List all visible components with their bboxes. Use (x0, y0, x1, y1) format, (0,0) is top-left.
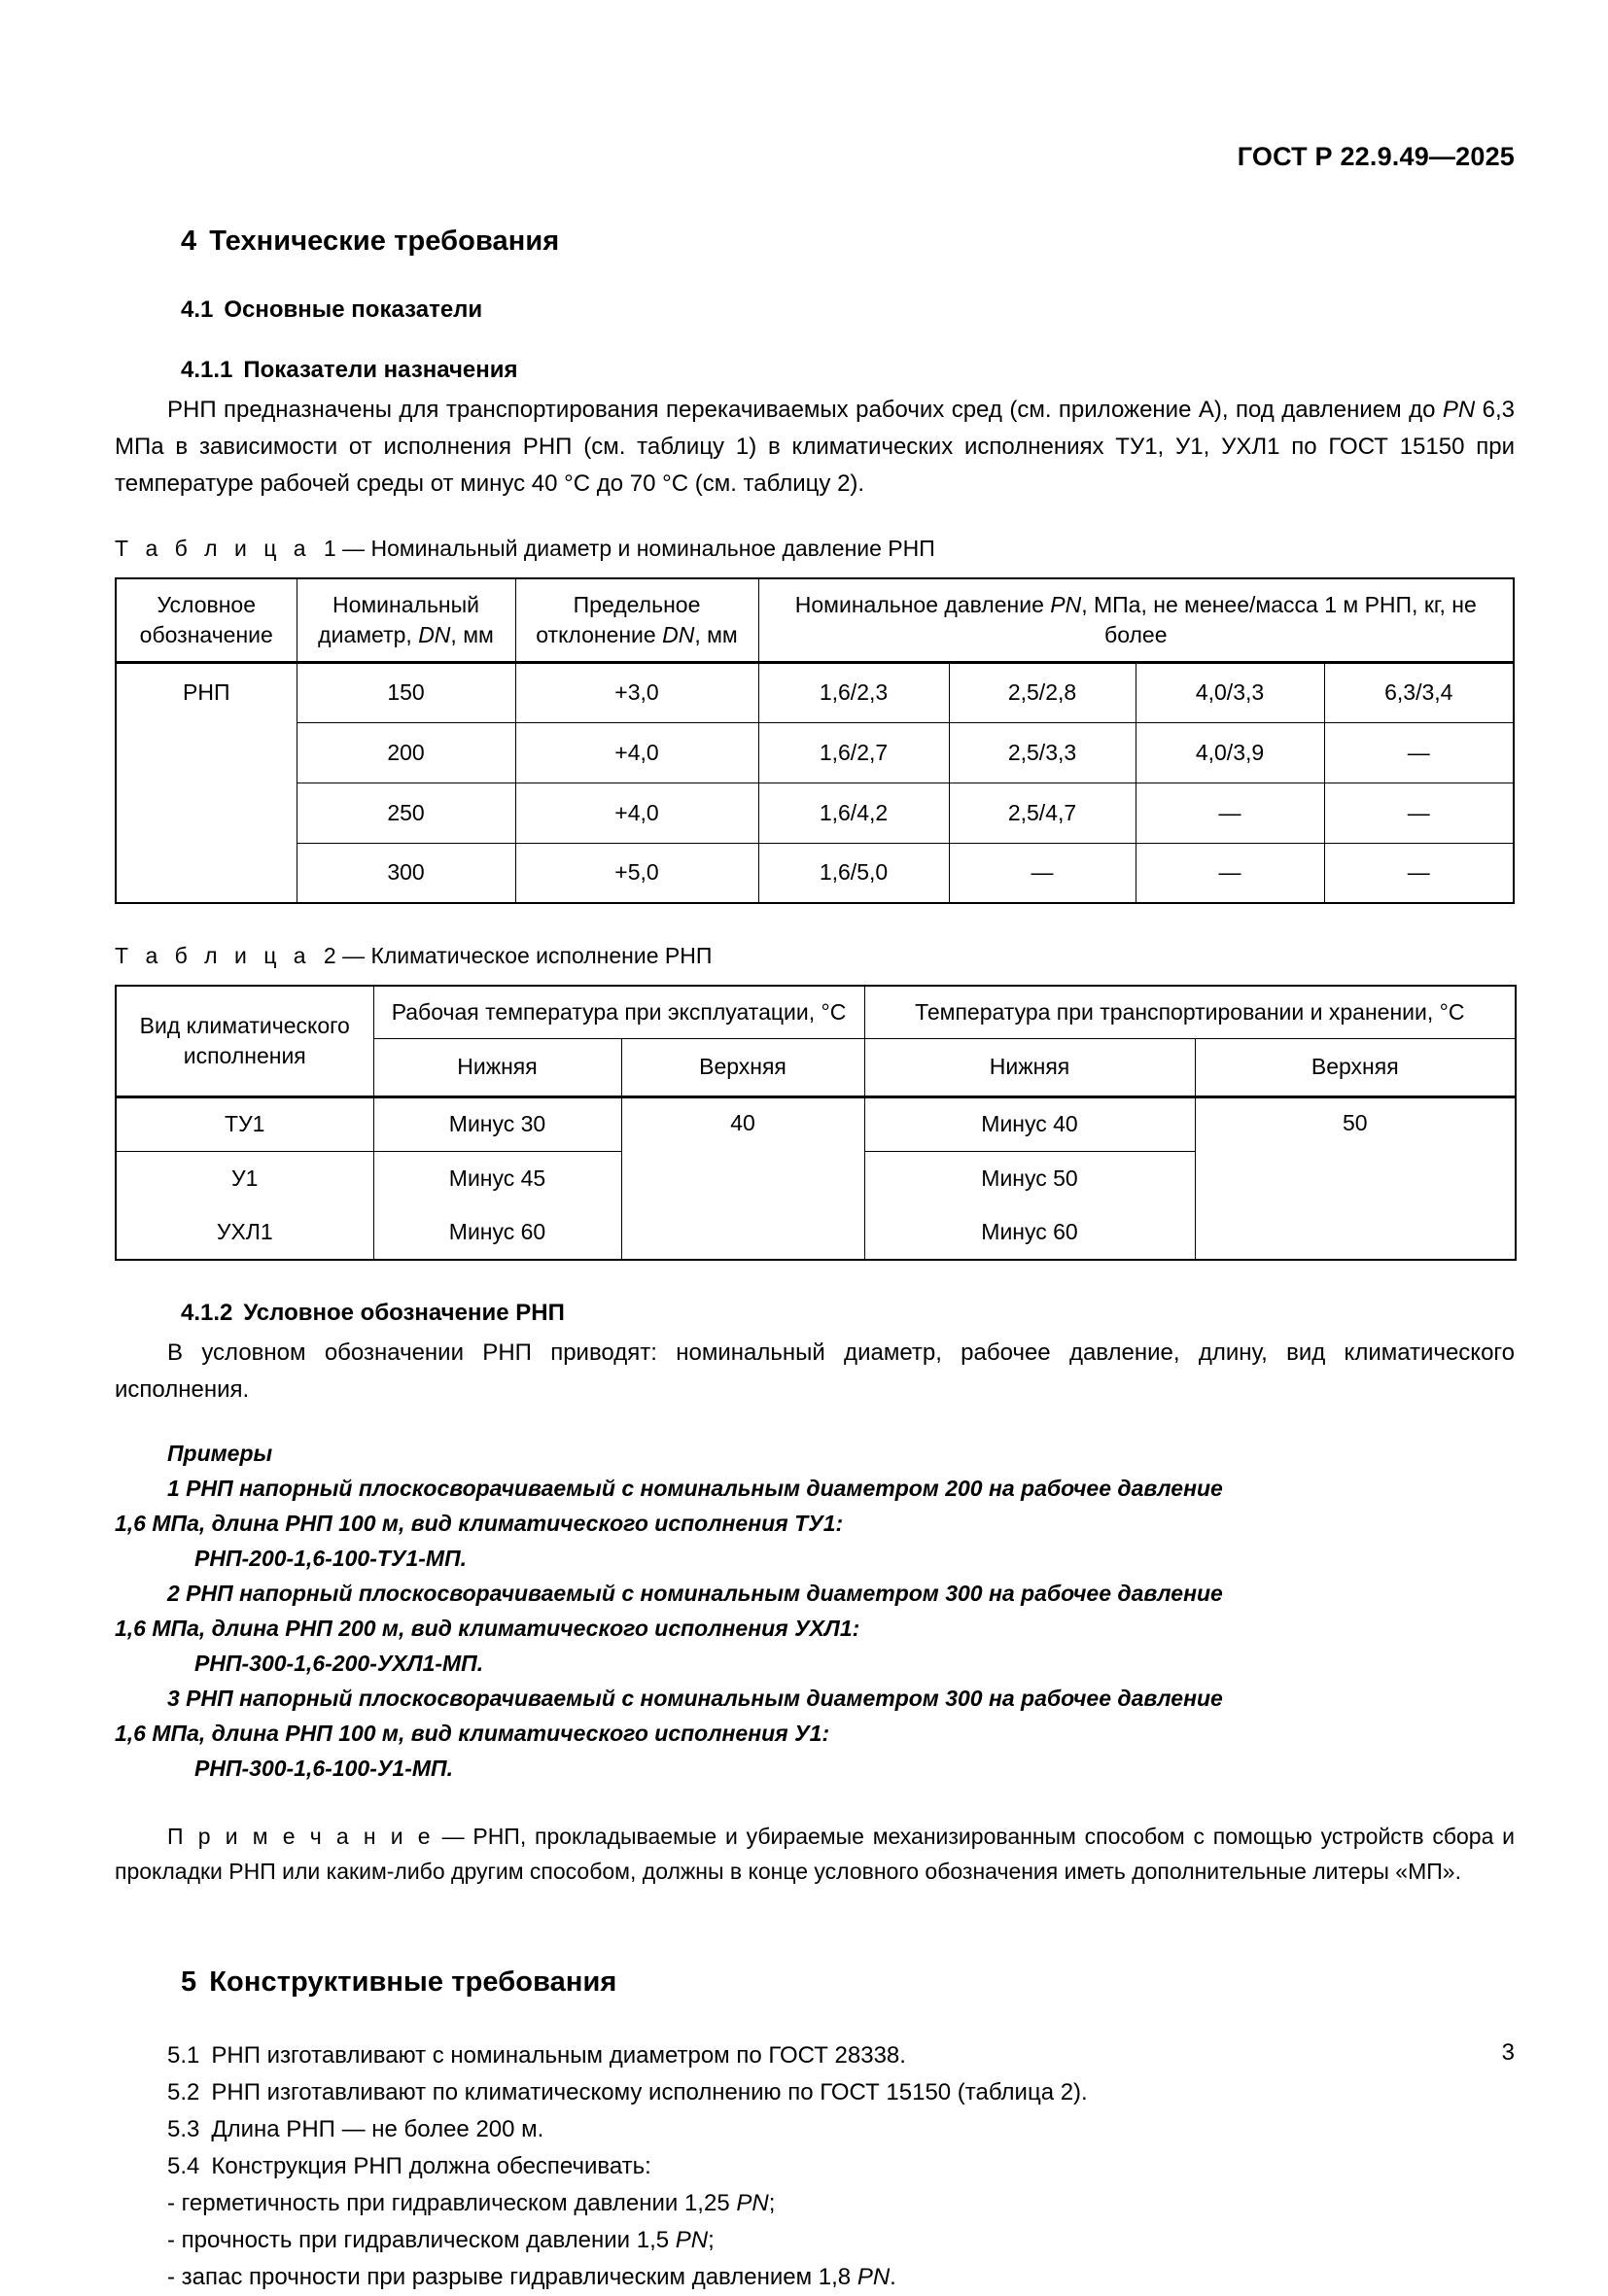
clause-5-1-number: 5.1 (167, 2042, 200, 2069)
table-row (116, 722, 1514, 783)
dash-item-3-pn: PN (856, 2264, 891, 2290)
table-row (116, 662, 1514, 722)
dash-item-1-post: ; (768, 2190, 776, 2216)
table2-cell-tr-lower: Минус 60 (864, 1205, 1195, 1260)
heading-section-4-1 (115, 296, 1515, 324)
paragraph-4-1-1-part1: РНП предназначены для транспортирования перекачиваемых рабочих сред (см. приложение А), под давлением до (167, 397, 1443, 423)
heading-section-4-number: 4 (181, 226, 197, 257)
clause-5-1-text: РНП изготавливают с номинальным диаметром по ГОСТ 28338. (211, 2042, 906, 2069)
heading-section-4-1-title: Основные показатели (224, 296, 483, 323)
heading-section-5-title: Конструктивные требования (209, 1966, 617, 1998)
table2-cell-kind: У1 (116, 1151, 373, 1205)
table2-caption-dash: — (342, 943, 366, 968)
heading-section-4-1-1-title: Показатели назначения (243, 357, 518, 383)
example-1-line-2: 1,6 МПа, длина РНП 100 м, вид климатического исполнения ТУ1: (115, 1511, 844, 1536)
heading-section-4-1-2-number: 4.1.2 (181, 1300, 233, 1326)
examples-block (115, 1436, 1515, 1786)
table1-header-designation-l2: обозначение (139, 621, 273, 647)
table1-cell-designation: РНП (116, 662, 297, 903)
table1-cell-dn: 300 (297, 843, 515, 903)
example-3-line-1: 3 РНП напорный плоскосворачиваемый с номинальным диаметром 300 на рабочее давление (167, 1686, 1223, 1711)
table1-cell-pn3: — (1136, 783, 1324, 843)
example-2-line-1: 2 РНП напорный плоскосворачиваемый с номинальным диаметром 300 на рабочее давление (167, 1581, 1223, 1606)
table2-caption (115, 943, 1515, 969)
page-content (115, 0, 1515, 2296)
table2-cell-kind: ТУ1 (116, 1096, 373, 1151)
examples-title: Примеры (167, 1441, 273, 1466)
table2-caption-title: Климатическое исполнение РНП (370, 943, 713, 968)
clause-5-3-number: 5.3 (167, 2116, 200, 2142)
clause-5-2-number: 5.2 (167, 2079, 200, 2105)
table2-header-group-transport: Температура при транспортировании и хранении, °C (864, 986, 1516, 1038)
table1-cell-pn3: — (1136, 843, 1324, 903)
table1-cell-pn3: 4,0/3,3 (1136, 662, 1324, 722)
note-dash: — (441, 1824, 465, 1849)
table1-cell-pn4: 6,3/3,4 (1324, 662, 1514, 722)
paragraph-4-1-1-pn: PN (1442, 397, 1476, 423)
paragraph-4-1-2: В условном обозначении РНП приводят: номинальный диаметр, рабочее давление, длину, вид климатического исполнения. (115, 1339, 1515, 1403)
table2-cell-op-lower: Минус 30 (373, 1096, 621, 1151)
table1-cell-pn4: — (1324, 783, 1514, 843)
table1-cell-pn3: 4,0/3,9 (1136, 722, 1324, 783)
table2-cell-tr-upper: 50 (1195, 1096, 1516, 1260)
table2-cell-op-lower: Минус 60 (373, 1205, 621, 1260)
heading-section-4-1-2 (115, 1300, 1515, 1327)
table2-caption-label: Т а б л и ц а (115, 943, 312, 968)
table1-cell-dev: +4,0 (515, 722, 758, 783)
table1-caption (115, 536, 1515, 562)
clause-5-4-number: 5.4 (167, 2153, 200, 2179)
clause-5-3 (115, 2111, 1515, 2148)
heading-section-4-1-2-title: Условное обозначение РНП (243, 1300, 565, 1326)
table2-header-row-groups (116, 986, 1516, 1038)
dash-item-1 (115, 2185, 1515, 2222)
dash-item-2-pn: PN (675, 2227, 709, 2253)
table2-header-operating-upper: Верхняя (621, 1038, 864, 1096)
table2-header-operating-lower: Нижняя (373, 1038, 621, 1096)
table2-cell-op-upper: 40 (621, 1096, 864, 1260)
table-row (116, 843, 1514, 903)
table1-header-nominal-diameter (297, 578, 515, 662)
table2-header-kind-l2: исполнения (183, 1042, 306, 1068)
table2-cell-op-lower: Минус 45 (373, 1151, 621, 1205)
clause-5-1 (115, 2037, 1515, 2074)
heading-section-4-1-1 (115, 357, 1515, 384)
heading-section-4-1-1-number: 4.1.1 (181, 357, 233, 383)
table1-cell-dev: +3,0 (515, 662, 758, 722)
table1-cell-pn1: 1,6/2,7 (758, 722, 949, 783)
table1-caption-dash: — (342, 536, 366, 561)
heading-section-4-title: Технические требования (209, 226, 560, 257)
table-nominal-diameter-pressure (115, 577, 1515, 904)
table1-cell-pn2: 2,5/3,3 (949, 722, 1136, 783)
table1-header-nominal-pressure-pn: PN (1050, 591, 1082, 617)
table2-cell-kind: УХЛ1 (116, 1205, 373, 1260)
dash-item-1-pre: - герметичность при гидравлическом давлении 1,25 (167, 2190, 737, 2216)
dash-item-2 (115, 2222, 1515, 2259)
table2-header-transport-lower: Нижняя (864, 1038, 1195, 1096)
table2-cell-tr-lower: Минус 40 (864, 1096, 1195, 1151)
table2-cell-tr-lower: Минус 50 (864, 1151, 1195, 1205)
table1-header-nominal-pressure-pre: Номинальное давление (794, 591, 1051, 617)
table-row (116, 783, 1514, 843)
dash-item-2-post: ; (708, 2227, 715, 2253)
table1-cell-dev: +4,0 (515, 783, 758, 843)
table1-header-row (116, 578, 1514, 662)
table1-cell-dev: +5,0 (515, 843, 758, 903)
table2-header-transport-upper: Верхняя (1195, 1038, 1516, 1096)
table1-cell-pn4: — (1324, 722, 1514, 783)
heading-section-4 (115, 226, 1515, 258)
table2-header-group-operating: Рабочая температура при эксплуатации, °C (373, 986, 864, 1038)
table2-header-kind (116, 986, 373, 1096)
table1-header-nominal-diameter-l1: Номинальный (332, 591, 480, 617)
example-3-code: РНП-300-1,6-100-У1-МП. (194, 1756, 453, 1781)
page-number: 3 (1501, 2039, 1515, 2066)
table1-header-nominal-diameter-pre: диаметр, (318, 621, 419, 647)
running-header: ГОСТ Р 22.9.49—2025 (1237, 142, 1515, 171)
table1-cell-dn: 200 (297, 722, 515, 783)
table1-header-designation (116, 578, 297, 662)
table1-cell-pn2: 2,5/2,8 (949, 662, 1136, 722)
dash-item-3 (115, 2259, 1515, 2296)
table1-header-deviation-post: , мм (694, 621, 738, 647)
table1-caption-number: 1 (323, 536, 336, 561)
paragraph-4-1-1-part2: 6,3 МПа в зависимости от исполнения РНП (см. таблицу 1) в климатических исполнениях ТУ1, У1, УХЛ1 по ГОСТ 15150 при температуре рабочей среды от минус 40 °C до 70 °C (см. таблицу 2). (115, 397, 1516, 497)
example-2-line-2: 1,6 МПа, длина РНП 200 м, вид климатического исполнения УХЛ1: (115, 1616, 860, 1641)
table1-cell-pn1: 1,6/2,3 (758, 662, 949, 722)
example-1-line-1: 1 РНП напорный плоскосворачиваемый с номинальным диаметром 200 на рабочее давление (167, 1476, 1223, 1501)
heading-section-5-number: 5 (181, 1966, 197, 1998)
paragraph-4-1-1 (115, 392, 1515, 503)
table2-header-kind-l1: Вид климатического (139, 1012, 350, 1038)
table1-caption-title: Номинальный диаметр и номинальное давление РНП (370, 536, 935, 561)
table1-header-deviation (515, 578, 758, 662)
note-text: РНП, прокладываемые и убираемые механизированным способом с помощью устройств сбора и прокладки РНП или каким-либо другим способом, должны в конце условного обозначения иметь дополнительные литеры «МП». (115, 1824, 1516, 1884)
dash-item-1-pn: PN (736, 2190, 769, 2216)
table1-header-designation-l1: Условное (157, 591, 257, 617)
table1-cell-dn: 250 (297, 783, 515, 843)
example-3-line-2: 1,6 МПа, длина РНП 100 м, вид климатического исполнения У1: (115, 1721, 830, 1746)
table1-caption-label: Т а б л и ц а (115, 536, 312, 561)
dash-item-3-pre: - запас прочности при разрыве гидравлическим давлением 1,8 (167, 2264, 857, 2290)
table1-cell-pn1: 1,6/4,2 (758, 783, 949, 843)
table1-cell-dn: 150 (297, 662, 515, 722)
heading-section-4-1-number: 4.1 (181, 296, 214, 323)
note-label: П р и м е ч а н и е (167, 1824, 434, 1849)
clause-5-4 (115, 2148, 1515, 2185)
example-2-code: РНП-300-1,6-200-УХЛ1-МП. (194, 1651, 484, 1676)
table1-header-deviation-l1: Предельное (573, 591, 701, 617)
table1-cell-pn2: — (949, 843, 1136, 903)
clause-5-3-text: Длина РНП — не более 200 м. (211, 2116, 544, 2142)
example-1-code: РНП-200-1,6-100-ТУ1-МП. (194, 1546, 468, 1571)
table1-header-nominal-pressure-post: , МПа, не менее/масса 1 м РНП, кг, не более (1081, 591, 1477, 647)
clause-5-4-text: Конструкция РНП должна обеспечивать: (211, 2153, 651, 2179)
table1-cell-pn1: 1,6/5,0 (758, 843, 949, 903)
table2-caption-number: 2 (323, 943, 336, 968)
clause-5-2 (115, 2074, 1515, 2111)
table1-header-deviation-dn: DN (662, 621, 695, 647)
dash-item-3-post: . (890, 2264, 896, 2290)
table1-cell-pn4: — (1324, 843, 1514, 903)
dash-item-2-pre: - прочность при гидравлическом давлении 1,5 (167, 2227, 676, 2253)
table1-header-deviation-pre: отклонение (536, 621, 663, 647)
table-climatic-version (115, 985, 1517, 1261)
heading-section-5 (115, 1966, 1515, 1999)
table1-header-nominal-diameter-dn: DN (418, 621, 451, 647)
clause-5-2-text: РНП изготавливают по климатическому исполнению по ГОСТ 15150 (таблица 2). (211, 2079, 1088, 2105)
table1-header-nominal-diameter-post: , мм (450, 621, 494, 647)
table1-cell-pn2: 2,5/4,7 (949, 783, 1136, 843)
table1-header-nominal-pressure (758, 578, 1514, 662)
note-block (115, 1819, 1515, 1889)
table-row (116, 1096, 1516, 1151)
